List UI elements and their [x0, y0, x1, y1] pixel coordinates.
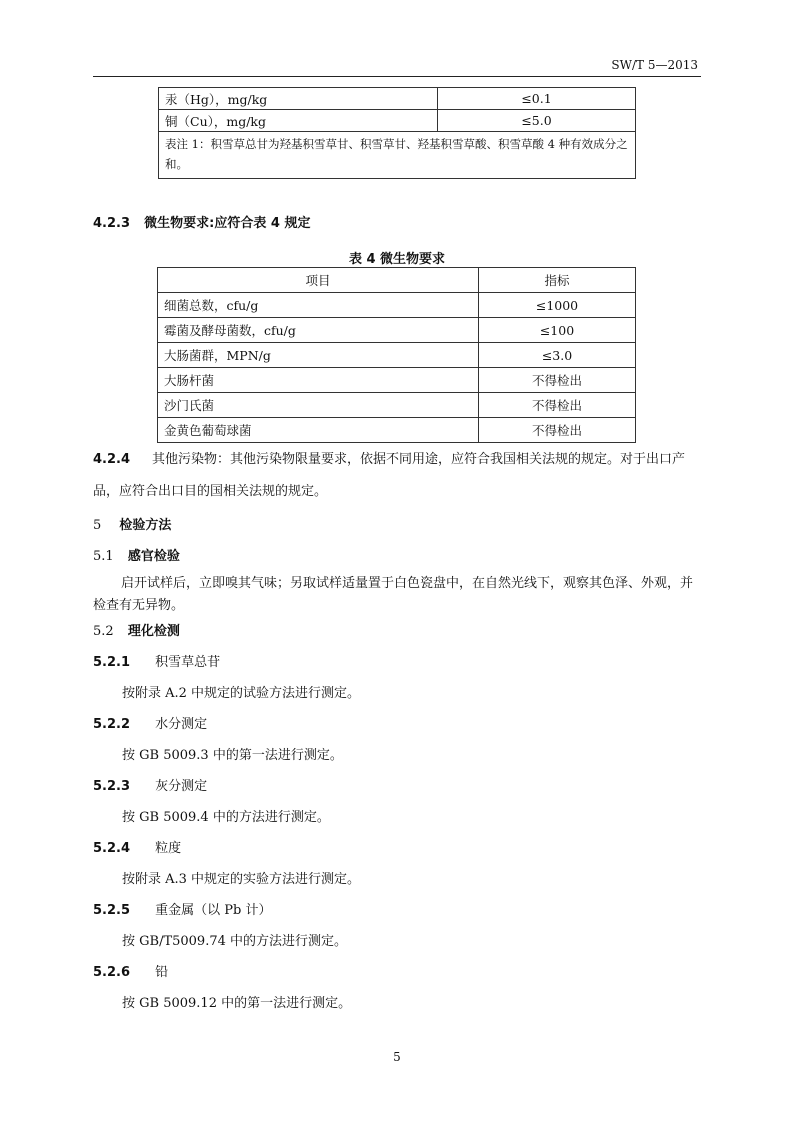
- section-number: 4.2.3: [93, 216, 131, 231]
- section-4-2-3: [93, 212, 310, 231]
- section-5-2-5-body: 按 GB/T5009.74 中的方法进行测定。: [122, 934, 348, 949]
- section-number: 5.2.3: [93, 779, 131, 794]
- section-number: 5.2.2: [93, 717, 131, 732]
- section-5-2-2-body: 按 GB 5009.3 中的第一法进行测定。: [122, 748, 343, 763]
- table-4: [157, 267, 636, 443]
- section-title: 微生物要求:应符合表 4 规定: [144, 216, 311, 231]
- table-cell-item: 细菌总数，cfu/g: [158, 293, 479, 318]
- section-5-2-1: [93, 651, 220, 670]
- section-number: 5.2.5: [93, 903, 131, 918]
- section-5-1: [93, 545, 180, 564]
- table-note: 表注 1：积雪草总甘为羟基积雪草甘、积雪草甘、羟基积雪草酸、积雪草酸 4 种有效成分之和。: [159, 132, 636, 179]
- section-5-1-body: 启开试样后，立即嗅其气味；另取试样适量置于白色瓷盘中，在自然光线下，观察其色泽、外观，并检查有无异物。: [93, 576, 694, 613]
- table-cell-item: 霉菌及酵母菌数，cfu/g: [158, 318, 479, 343]
- table-row: [158, 368, 636, 393]
- table-cell-item: 铜（Cu），mg/kg: [159, 110, 438, 132]
- section-number: 5: [93, 518, 102, 533]
- table-row: [159, 132, 636, 179]
- section-number: 5.2: [93, 624, 114, 639]
- table-cell-value: 不得检出: [479, 368, 636, 393]
- section-number: 5.2.6: [93, 965, 131, 980]
- table-cell-value: ≤100: [479, 318, 636, 343]
- section-5: [93, 514, 171, 533]
- section-5-2-4-body: 按附录 A.3 中规定的实验方法进行测定。: [122, 872, 361, 887]
- table-cell-item: 金黄色葡萄球菌: [158, 418, 479, 443]
- table-header-value: 指标: [479, 268, 636, 293]
- document-code: SW/T 5—2013: [611, 58, 698, 72]
- section-5-2-4: [93, 837, 181, 856]
- table-cell-value: 不得检出: [479, 393, 636, 418]
- table-row: [158, 318, 636, 343]
- section-title: 积雪草总苷: [155, 655, 221, 670]
- section-5-2-1-body: 按附录 A.2 中规定的试验方法进行测定。: [122, 686, 361, 701]
- section-title: 感官检验: [127, 549, 180, 564]
- section-5-2-3-body: 按 GB 5009.4 中的方法进行测定。: [122, 810, 330, 825]
- table-cell-item: 大肠杆菌: [158, 368, 479, 393]
- section-title: 理化检测: [127, 624, 180, 639]
- table-cell-value: ≤0.1: [438, 88, 636, 110]
- section-5-2-6-body: 按 GB 5009.12 中的第一法进行测定。: [122, 996, 352, 1011]
- section-number: 5.1: [93, 549, 114, 564]
- section-5-2-2: [93, 713, 207, 732]
- section-5-2: [93, 620, 180, 639]
- table-header-row: [158, 268, 636, 293]
- section-body: 其他污染物：其他污染物限量要求，依据不同用途，应符合我国相关法规的规定。对于出口产品，应符合出口目的国相关法规的规定。: [93, 452, 686, 499]
- table-row: [159, 110, 636, 132]
- section-title: 重金属（以 Pb 计）: [155, 903, 272, 918]
- section-5-2-6: [93, 961, 168, 980]
- section-title: 铅: [155, 965, 169, 980]
- table-cell-item: 大肠菌群，MPN/g: [158, 343, 479, 368]
- table-cell-value: ≤1000: [479, 293, 636, 318]
- section-number: 5.2.1: [93, 655, 131, 670]
- table-cell-value: 不得检出: [479, 418, 636, 443]
- section-4-2-4: [93, 444, 701, 508]
- table-cell-item: 汞（Hg），mg/kg: [159, 88, 438, 110]
- section-title: 粒度: [155, 841, 182, 856]
- section-number: 4.2.4: [93, 452, 131, 467]
- table-header-item: 项目: [158, 268, 479, 293]
- section-5-2-3: [93, 775, 207, 794]
- table-cell-item: 沙门氏菌: [158, 393, 479, 418]
- table-row: [159, 88, 636, 110]
- header-rule: [93, 76, 701, 77]
- table-cell-value: ≤5.0: [438, 110, 636, 132]
- page-number: 5: [393, 1050, 401, 1064]
- section-5-2-5: [93, 899, 271, 918]
- table-4-caption: 表 4 微生物要求: [348, 252, 446, 267]
- section-number: 5.2.4: [93, 841, 131, 856]
- table-row: [158, 343, 636, 368]
- table-3-continued: [158, 87, 636, 179]
- section-title: 检验方法: [119, 518, 172, 533]
- table-cell-value: ≤3.0: [479, 343, 636, 368]
- table-row: [158, 418, 636, 443]
- section-title: 灰分测定: [155, 779, 208, 794]
- table-row: [158, 293, 636, 318]
- table-row: [158, 393, 636, 418]
- section-title: 水分测定: [155, 717, 208, 732]
